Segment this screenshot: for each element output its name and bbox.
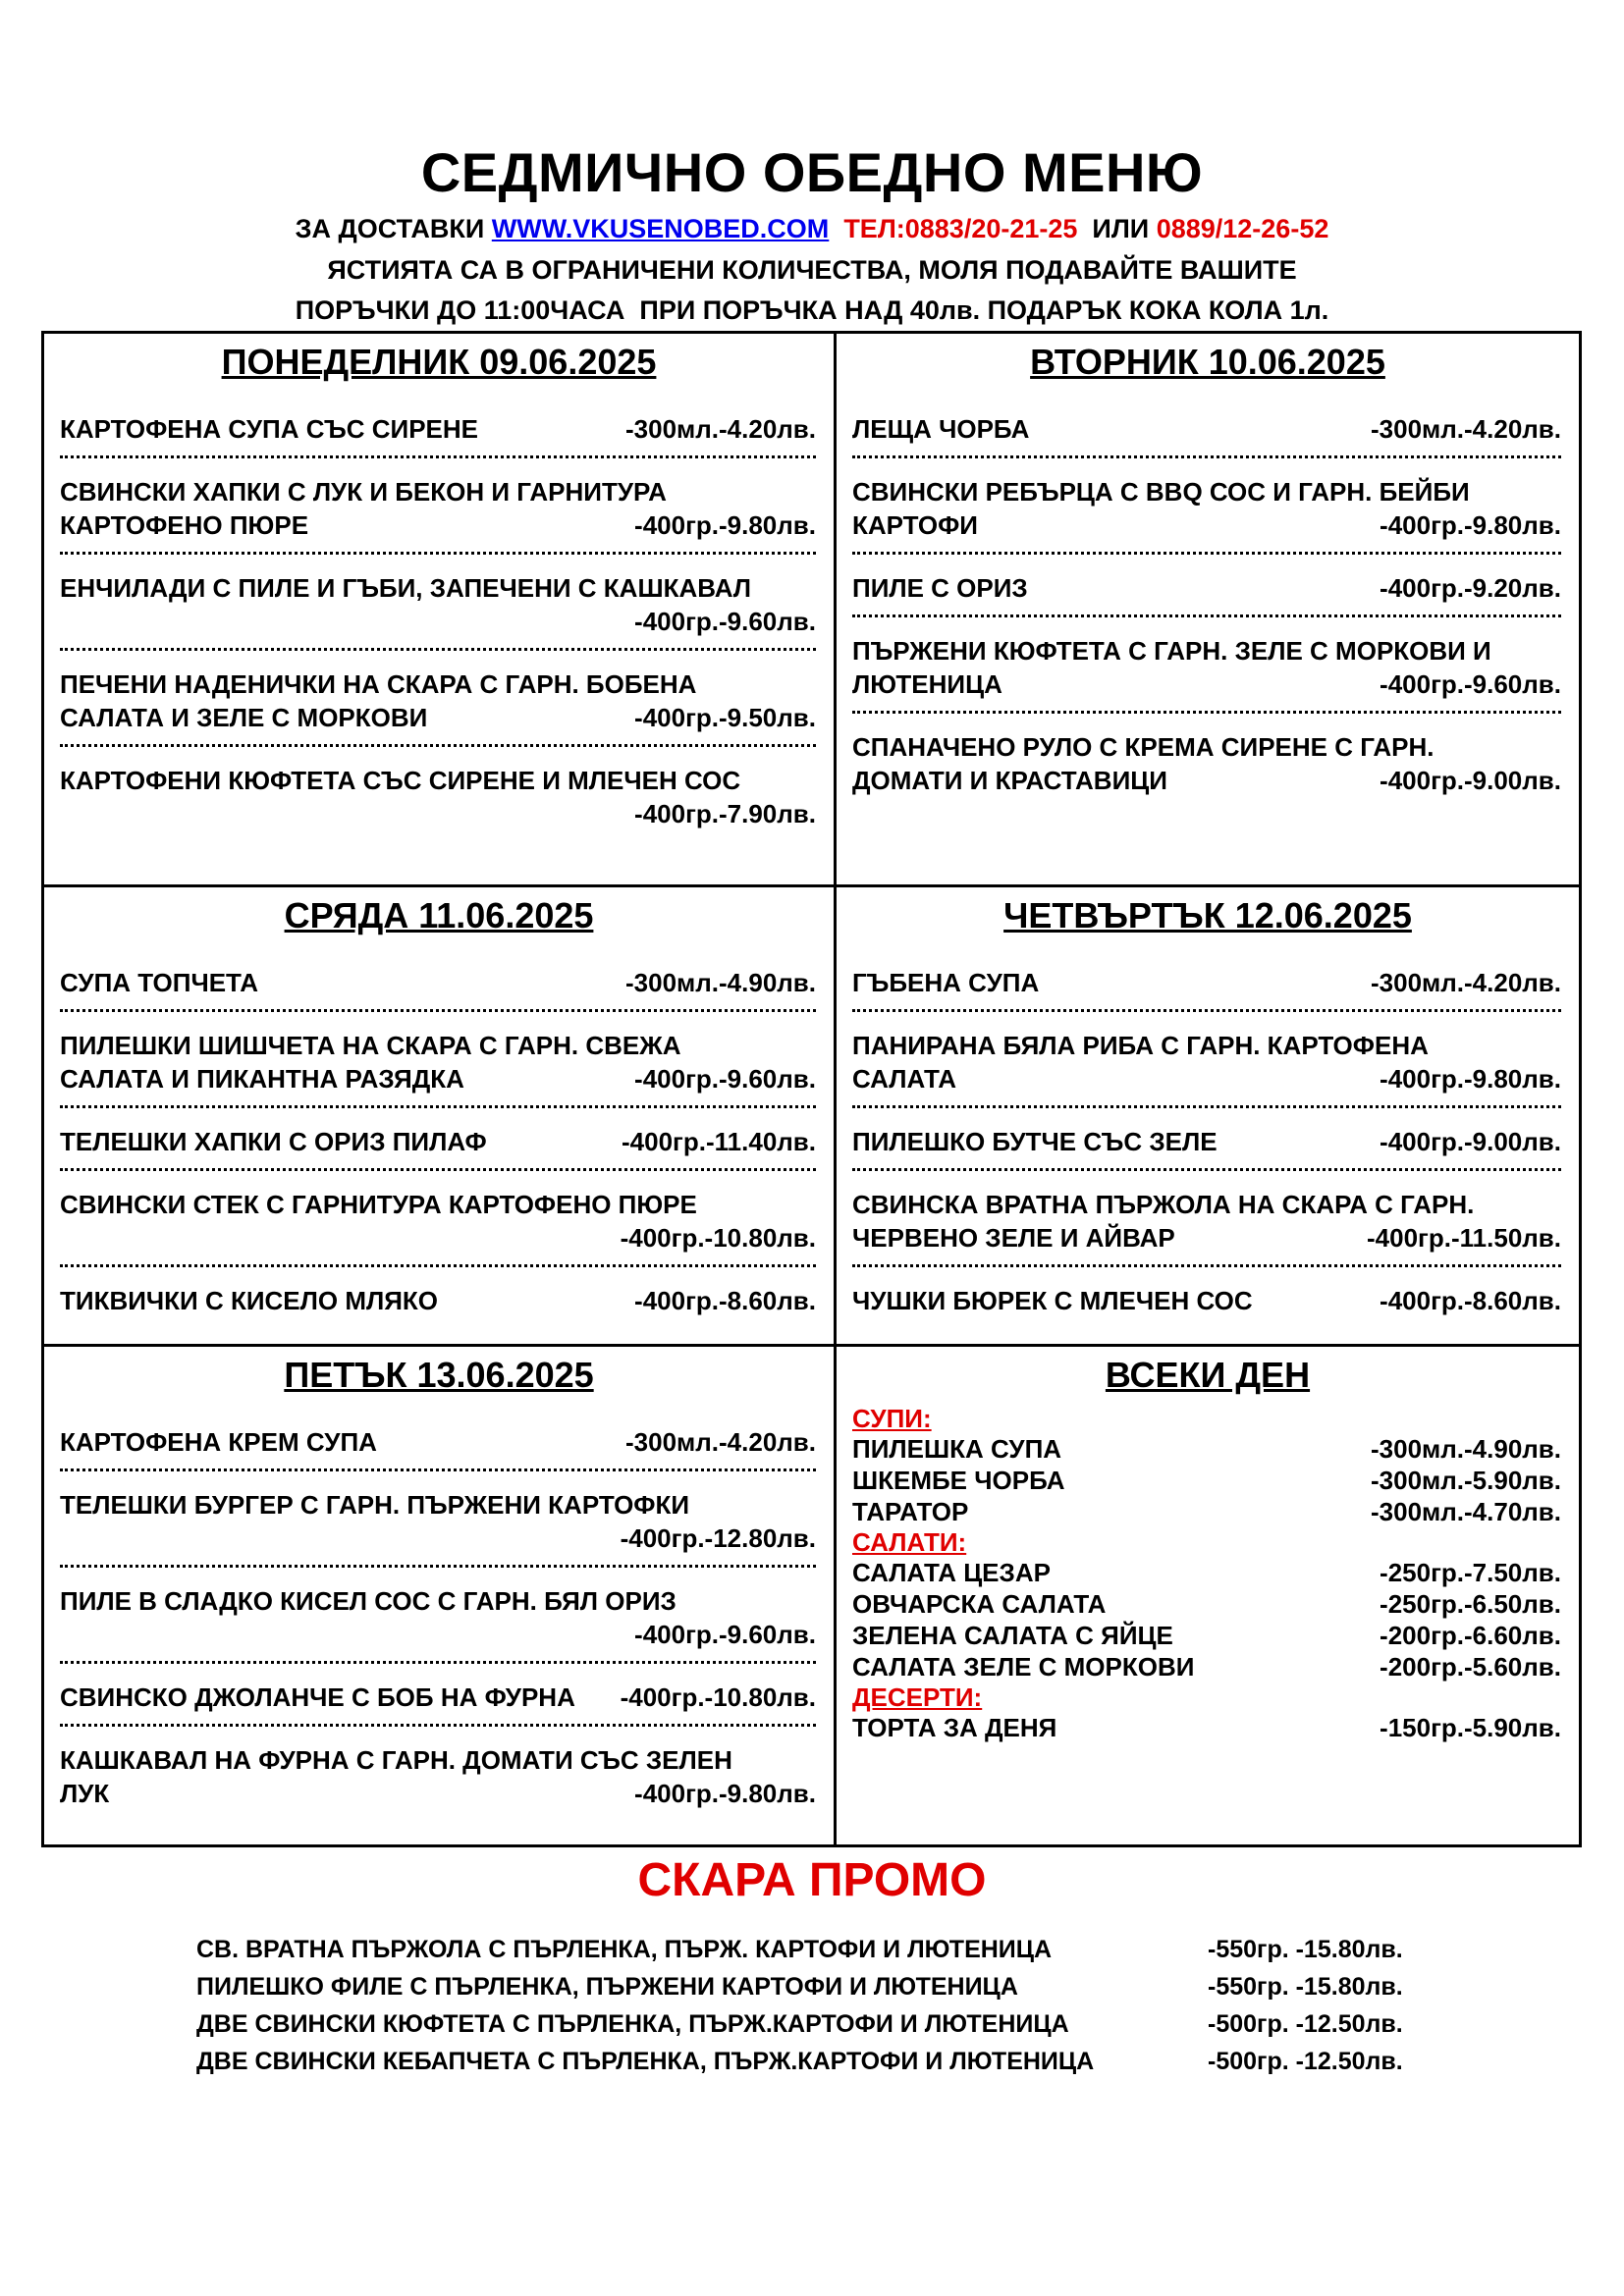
menu-item-price: -400гр.-9.60лв. (630, 1618, 816, 1651)
menu-item-name: КАРТОФЕНА СУПА СЪС СИРЕНЕ (60, 414, 479, 444)
everyday-item-price: -300мл.-5.90лв. (1371, 1466, 1561, 1495)
phone-1: ТЕЛ:0883/20-21-25 (843, 214, 1078, 243)
website-link[interactable]: WWW.VKUSENOBED.COM (491, 214, 830, 243)
everyday-item (852, 1588, 1561, 1620)
dotted-separator (852, 552, 1561, 555)
day-tuesday (837, 334, 1579, 884)
everyday-item-price: -150гр.-5.90лв. (1380, 1713, 1561, 1742)
menu-item (852, 1284, 1561, 1317)
section-label: САЛАТИ: (852, 1527, 967, 1557)
menu-item-name: КАРТОФЕНИ КЮФТЕТА СЪС СИРЕНЕ И МЛЕЧЕН СОС (60, 766, 741, 795)
promo-item (196, 1973, 1403, 2002)
menu-item-name: ПИЛЕШКИ ШИШЧЕТА НА СКАРА С ГАРН. СВЕЖА САЛАТА И ПИКАНТНА РАЗЯДКА (60, 1031, 681, 1094)
day-heading: СРЯДА 11.06.2025 (284, 895, 594, 935)
menu-item (852, 1188, 1561, 1255)
everyday-item-name: ШКЕМБЕ ЧОРБА (852, 1466, 1065, 1495)
everyday-menu (837, 1347, 1579, 1844)
dotted-separator (852, 455, 1561, 458)
everyday-item (852, 1465, 1561, 1496)
menu-item-name: ПЕЧЕНИ НАДЕНИЧКИ НА СКАРА С ГАРН. БОБЕНА САЛАТА И ЗЕЛЕ С МОРКОВИ (60, 669, 697, 732)
menu-item-price: -400гр.-9.80лв. (630, 508, 816, 542)
day-thursday (837, 887, 1579, 1344)
phone-2: 0889/12-26-52 (1156, 214, 1329, 243)
menu-item (852, 966, 1561, 999)
dotted-separator (852, 614, 1561, 617)
menu-item (60, 475, 816, 542)
menu-item-price: -400гр.-9.60лв. (1376, 667, 1561, 701)
promo-item (196, 2010, 1403, 2039)
menu-item-price: -300мл.-4.20лв. (622, 412, 816, 446)
everyday-item-price: -200гр.-6.60лв. (1380, 1621, 1561, 1650)
everyday-item-name: САЛАТА ЦЕЗАР (852, 1558, 1051, 1587)
everyday-item (852, 1651, 1561, 1682)
section-label: ДЕСЕРТИ: (852, 1682, 983, 1712)
menu-item-name: СВИНСКИ РЕБЪРЦА С BBQ СОС И ГАРН. БЕЙБИ КАРТОФИ (852, 477, 1470, 540)
menu-item (852, 412, 1561, 446)
promo-item-price: -500гр. -12.50лв. (1208, 2048, 1403, 2075)
delivery-prefix: ЗА ДОСТАВКИ (295, 214, 485, 243)
menu-item-price: -300мл.-4.20лв. (1367, 412, 1561, 446)
menu-item (60, 764, 816, 830)
menu-item-name: ПИЛЕ С ОРИЗ (852, 573, 1028, 603)
menu-item-price: -400гр.-10.80лв. (617, 1681, 816, 1714)
menu-item (60, 1584, 816, 1651)
menu-item-name: СПАНАЧЕНО РУЛО С КРЕМА СИРЕНЕ С ГАРН. ДОМАТИ И КРАСТАВИЦИ (852, 732, 1435, 795)
or-text: ИЛИ (1092, 214, 1150, 243)
menu-item (60, 1029, 816, 1095)
everyday-item (852, 1496, 1561, 1527)
dotted-separator (60, 648, 816, 651)
everyday-item (852, 1620, 1561, 1651)
day-friday (44, 1347, 834, 1844)
dotted-separator (60, 1565, 816, 1568)
everyday-item-name: ПИЛЕШКА СУПА (852, 1434, 1062, 1464)
everyday-item-price: -250гр.-7.50лв. (1380, 1558, 1561, 1587)
menu-item-name: ПИЛЕШКО БУТЧЕ СЪС ЗЕЛЕ (852, 1127, 1218, 1156)
day-heading: ЧЕТВЪРТЪК 12.06.2025 (1003, 895, 1412, 935)
menu-item-name: СВИНСКО ДЖОЛАНЧЕ С БОБ НА ФУРНА (60, 1682, 575, 1712)
dotted-separator (60, 744, 816, 747)
dotted-separator (60, 1724, 816, 1727)
menu-item (60, 1284, 816, 1317)
notice-line-1: ЯСТИЯТА СА В ОГРАНИЧЕНИ КОЛИЧЕСТВА, МОЛЯ ПОДАВАЙТЕ ВАШИТЕ (327, 255, 1297, 285)
menu-item-price: -400гр.-9.80лв. (1376, 508, 1561, 542)
menu-item-name: ПЪРЖЕНИ КЮФТЕТА С ГАРН. ЗЕЛЕ С МОРКОВИ И ЛЮТЕНИЦА (852, 636, 1491, 699)
menu-item-name: ГЪБЕНА СУПА (852, 968, 1040, 997)
menu-item-price: -400гр.-9.20лв. (1376, 571, 1561, 605)
menu-item-name: СВИНСКИ ХАПКИ С ЛУК И БЕКОН И ГАРНИТУРА КАРТОФЕНО ПЮРЕ (60, 477, 667, 540)
menu-item (60, 1425, 816, 1459)
menu-item-price: -400гр.-10.80лв. (617, 1221, 816, 1255)
menu-item (60, 667, 816, 734)
everyday-item-price: -200гр.-5.60лв. (1380, 1652, 1561, 1682)
menu-item-price: -400гр.-9.80лв. (1376, 1062, 1561, 1095)
menu-item-name: ТЕЛЕШКИ БУРГЕР С ГАРН. ПЪРЖЕНИ КАРТОФКИ (60, 1490, 690, 1520)
menu-item-name: ТИКВИЧКИ С КИСЕЛО МЛЯКО (60, 1286, 438, 1315)
day-monday (44, 334, 834, 884)
menu-item-name: СУПА ТОПЧЕТА (60, 968, 259, 997)
menu-item-price: -300мл.-4.20лв. (1367, 966, 1561, 999)
menu-item-name: СВИНСКИ СТЕК С ГАРНИТУРА КАРТОФЕНО ПЮРЕ (60, 1190, 697, 1219)
everyday-item (852, 1557, 1561, 1588)
menu-item (60, 412, 816, 446)
day-wednesday (44, 887, 834, 1344)
promo-item (196, 1936, 1403, 1964)
everyday-item-name: ТОРТА ЗА ДЕНЯ (852, 1713, 1057, 1742)
menu-item (60, 1488, 816, 1555)
promo-item-price: -550гр. -15.80лв. (1208, 1936, 1403, 1963)
everyday-item-name: САЛАТА ЗЕЛЕ С МОРКОВИ (852, 1652, 1195, 1682)
menu-item-name: ПАНИРАНА БЯЛА РИБА С ГАРН. КАРТОФЕНА САЛАТА (852, 1031, 1429, 1094)
menu-item (60, 966, 816, 999)
menu-item-price: -400гр.-8.60лв. (1376, 1284, 1561, 1317)
menu-item-name: ЕНЧИЛАДИ С ПИЛЕ И ГЪБИ, ЗАПЕЧЕНИ С КАШКАВАЛ (60, 573, 752, 603)
everyday-item-name: ЗЕЛЕНА САЛАТА С ЯЙЦЕ (852, 1621, 1173, 1650)
promo-item-name: ДВЕ СВИНСКИ КЕБАПЧЕТА С ПЪРЛЕНКА, ПЪРЖ.КАРТОФИ И ЛЮТЕНИЦА (196, 2048, 1095, 2075)
menu-item (852, 730, 1561, 797)
dotted-separator (852, 1168, 1561, 1171)
page-title: СЕДМИЧНО ОБЕДНО МЕНЮ (420, 141, 1204, 203)
day-heading: ПЕТЪК 13.06.2025 (284, 1355, 594, 1395)
everyday-item (852, 1433, 1561, 1465)
dotted-separator (852, 1264, 1561, 1267)
everyday-item-name: ОВЧАРСКА САЛАТА (852, 1589, 1107, 1619)
dotted-separator (852, 711, 1561, 714)
menu-item-name: ЛЕЩА ЧОРБА (852, 414, 1030, 444)
menu-item (60, 1125, 816, 1158)
menu-item (852, 1029, 1561, 1095)
delivery-line (0, 214, 1624, 244)
promo-item-name: ДВЕ СВИНСКИ КЮФТЕТА С ПЪРЛЕНКА, ПЪРЖ.КАРТОФИ И ЛЮТЕНИЦА (196, 2010, 1069, 2038)
menu-item (852, 571, 1561, 605)
menu-item-price: -400гр.-9.50лв. (630, 701, 816, 734)
notice-line-2: ПОРЪЧКИ ДО 11:00ЧАСА ПРИ ПОРЪЧКА НАД 40лв. ПОДАРЪК КОКА КОЛА 1л. (295, 295, 1329, 325)
menu-item-price: -400гр.-9.80лв. (630, 1777, 816, 1810)
menu-item-price: -400гр.-9.60лв. (630, 605, 816, 638)
menu-item (852, 634, 1561, 701)
promo-item-price: -550гр. -15.80лв. (1208, 1973, 1403, 2001)
day-heading: ПОНЕДЕЛНИК 09.06.2025 (221, 342, 657, 382)
everyday-item-price: -300мл.-4.90лв. (1371, 1434, 1561, 1464)
menu-item (60, 1681, 816, 1714)
menu-item-price: -400гр.-8.60лв. (630, 1284, 816, 1317)
dotted-separator (60, 1468, 816, 1471)
dotted-separator (60, 1009, 816, 1012)
menu-item-price: -400гр.-9.00лв. (1376, 1125, 1561, 1158)
day-heading: ВТОРНИК 10.06.2025 (1030, 342, 1385, 382)
promo-item-price: -500гр. -12.50лв. (1208, 2010, 1403, 2038)
menu-item-price: -300мл.-4.20лв. (622, 1425, 816, 1459)
menu-item (60, 571, 816, 638)
everyday-item (852, 1712, 1561, 1743)
everyday-item-name: ТАРАТОР (852, 1497, 969, 1526)
menu-item-price: -400гр.-7.90лв. (630, 797, 816, 830)
everyday-item-price: -300мл.-4.70лв. (1371, 1497, 1561, 1526)
menu-item (852, 475, 1561, 542)
promo-item-name: СВ. ВРАТНА ПЪРЖОЛА С ПЪРЛЕНКА, ПЪРЖ. КАРТОФИ И ЛЮТЕНИЦА (196, 1936, 1053, 1963)
dotted-separator (60, 1264, 816, 1267)
promo-title: СКАРА ПРОМО (637, 1854, 987, 1906)
everyday-heading: ВСЕКИ ДЕН (1105, 1355, 1311, 1395)
dotted-separator (60, 1661, 816, 1664)
menu-item-price: -400гр.-11.40лв. (618, 1125, 816, 1158)
menu-item-price: -400гр.-11.50лв. (1363, 1221, 1561, 1255)
menu-item-price: -400гр.-9.60лв. (630, 1062, 816, 1095)
menu-item-name: ЧУШКИ БЮРЕК С МЛЕЧЕН СОС (852, 1286, 1253, 1315)
menu-item-name: ТЕЛЕШКИ ХАПКИ С ОРИЗ ПИЛАФ (60, 1127, 487, 1156)
menu-item-price: -300мл.-4.90лв. (622, 966, 816, 999)
menu-item-name: ПИЛЕ В СЛАДКО КИСЕЛ СОС С ГАРН. БЯЛ ОРИЗ (60, 1586, 677, 1616)
promo-item-name: ПИЛЕШКО ФИЛЕ С ПЪРЛЕНКА, ПЪРЖЕНИ КАРТОФИ И ЛЮТЕНИЦА (196, 1973, 1018, 2001)
menu-item-name: КАШКАВАЛ НА ФУРНА С ГАРН. ДОМАТИ СЪС ЗЕЛЕН ЛУК (60, 1745, 732, 1808)
dotted-separator (60, 455, 816, 458)
menu-item (852, 1125, 1561, 1158)
dotted-separator (852, 1105, 1561, 1108)
section-label: СУПИ: (852, 1404, 932, 1433)
menu-item (60, 1743, 816, 1810)
dotted-separator (60, 552, 816, 555)
dotted-separator (60, 1105, 816, 1108)
dotted-separator (852, 1009, 1561, 1012)
menu-item-name: КАРТОФЕНА КРЕМ СУПА (60, 1427, 377, 1457)
promo-item (196, 2048, 1403, 2076)
menu-item-name: СВИНСКА ВРАТНА ПЪРЖОЛА НА СКАРА С ГАРН. ЧЕРВЕНО ЗЕЛЕ И АЙВАР (852, 1190, 1475, 1253)
menu-item (60, 1188, 816, 1255)
menu-item-price: -400гр.-9.00лв. (1376, 764, 1561, 797)
menu-item-price: -400гр.-12.80лв. (617, 1522, 816, 1555)
everyday-item-price: -250гр.-6.50лв. (1380, 1589, 1561, 1619)
dotted-separator (60, 1168, 816, 1171)
